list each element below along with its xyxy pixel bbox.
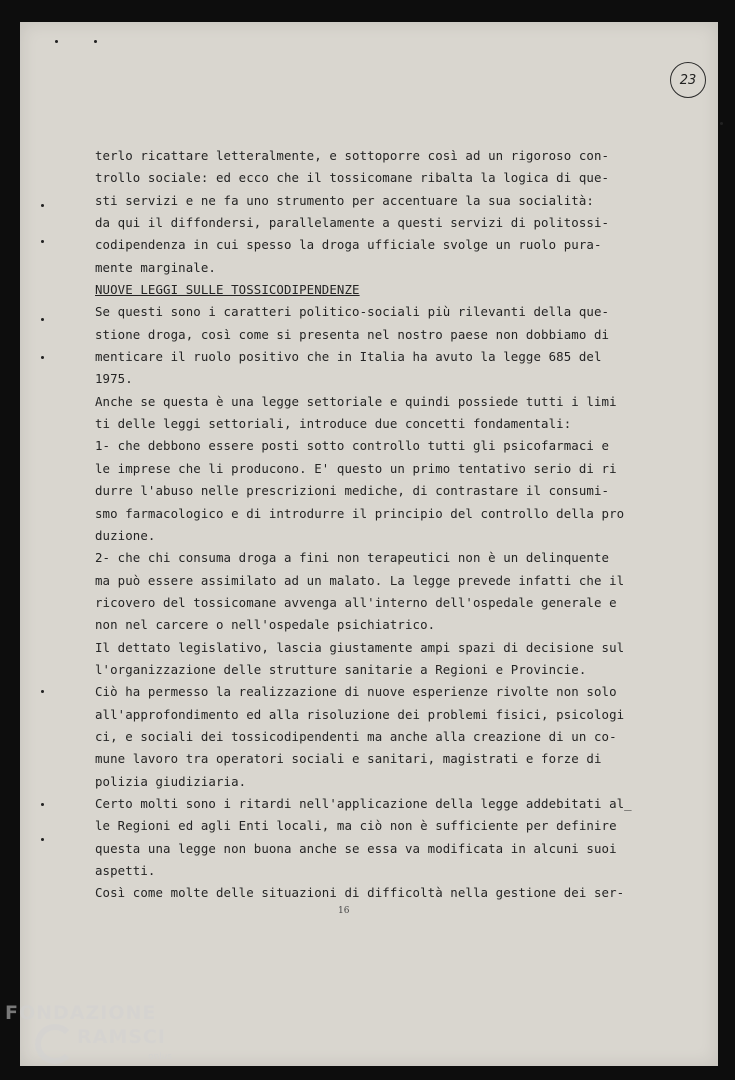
- text-line: terlo ricattare letteralmente, e sottoporre così ad un rigoroso con-: [95, 148, 610, 163]
- text-line: ma può essere assimilato ad un malato. La legge prevede infatti che il: [95, 572, 625, 588]
- text-line: Certo molti sono i ritardi nell'applicazione della legge addebitati al_: [95, 795, 632, 811]
- margin-dot: [41, 690, 44, 693]
- watermark-line2: RAMSCI: [77, 1026, 166, 1048]
- text-line: Il dettato legislativo, lascia giustamente ampi spazi di decisione sul: [95, 639, 625, 655]
- margin-dot: [41, 803, 44, 806]
- text-line: durre l'abuso nelle prescrizioni mediche, di contrastare il consumi-: [95, 483, 610, 499]
- text-line: stione droga, così come si presenta nel nostro paese non dobbiamo di: [95, 326, 610, 342]
- text-line: duzione.: [95, 527, 156, 543]
- text-line: questa una legge non buona anche se essa va modificata in alcuni suoi: [95, 840, 617, 856]
- margin-dot: [41, 838, 44, 841]
- margin-dot: [55, 40, 58, 43]
- text-line: ci, e sociali dei tossicodipendenti ma anche alla creazione di un co-: [95, 728, 617, 744]
- margin-dot: [41, 240, 44, 243]
- text-line: 1975.: [95, 371, 133, 387]
- text-line: da qui il diffondersi, parallelamente a questi servizi di politossi-: [95, 215, 610, 231]
- text-line: l'organizzazione delle strutture sanitarie a Regioni e Provincie.: [95, 661, 587, 677]
- text-line: codipendenza in cui spesso la droga ufficiale svolge un ruolo pura-: [95, 237, 602, 253]
- text-line: ti delle leggi settoriali, introduce due concetti fondamentali:: [95, 416, 572, 432]
- fondazione-gramsci-watermark-logo: [5, 1000, 205, 1080]
- margin-dot: [41, 356, 44, 359]
- text-line: menticare il ruolo positivo che in Italia ha avuto la legge 685 del: [95, 349, 602, 365]
- text-line: polizia giudiziaria.: [95, 773, 247, 789]
- text-line: 1- che debbono essere posti sotto controllo tutti gli psicofarmaci e: [95, 438, 610, 454]
- text-line: non nel carcere o nell'ospedale psichiatrico.: [95, 617, 436, 633]
- watermark-line3: onlus: [148, 1052, 173, 1062]
- text-line: mente marginale.: [95, 259, 216, 275]
- text-line: Ciò ha permesso la realizzazione di nuove esperienze rivolte non solo: [95, 684, 617, 700]
- text-line: aspetti.: [95, 863, 156, 878]
- text-line: all'approfondimento ed alla risoluzione dei problemi fisici, psicologi: [95, 706, 625, 722]
- text-line: 2- che chi consuma droga a fini non terapeutici non è un delinquente: [95, 550, 610, 566]
- text-line: le Regioni ed agli Enti locali, ma ciò non è sufficiente per definire: [95, 818, 617, 834]
- footer-page-number: 16: [338, 906, 350, 916]
- text-line: smo farmacologico e di introdurre il principio del controllo della pro: [95, 505, 625, 521]
- text-line: trollo sociale: ed ecco che il tossicomane ribalta la logica di que-: [95, 170, 610, 186]
- page-number-stamp: [670, 62, 706, 98]
- margin-dot: [41, 204, 44, 207]
- margin-dot: [41, 318, 44, 321]
- margin-dot: [94, 40, 97, 43]
- watermark-g-logo-icon: [35, 1024, 75, 1064]
- text-line: ricovero del tossicomane avvenga all'interno dell'ospedale generale e: [95, 594, 617, 610]
- text-line: le imprese che li producono. E' questo un primo tentativo serio di ri: [95, 460, 617, 476]
- section-heading: NUOVE LEGGI SULLE TOSSICODIPENDENZE: [95, 282, 360, 298]
- margin-dot: [720, 122, 723, 125]
- document-body: [95, 145, 635, 905]
- text-line: mune lavoro tra operatori sociali e sanitari, magistrati e forze di: [95, 751, 602, 767]
- page-number-stamp-text: 23: [679, 72, 697, 88]
- watermark-line1: FONDAZIONE: [5, 1002, 157, 1024]
- text-line: Così come molte delle situazioni di difficoltà nella gestione dei ser-: [95, 885, 625, 901]
- text-line: Se questi sono i caratteri politico-sociali più rilevanti della que-: [95, 304, 610, 320]
- text-line: sti servizi e ne fa uno strumento per accentuare la sua socialità:: [95, 192, 594, 208]
- text-line: Anche se questa è una legge settoriale e quindi possiede tutti i limi: [95, 393, 617, 409]
